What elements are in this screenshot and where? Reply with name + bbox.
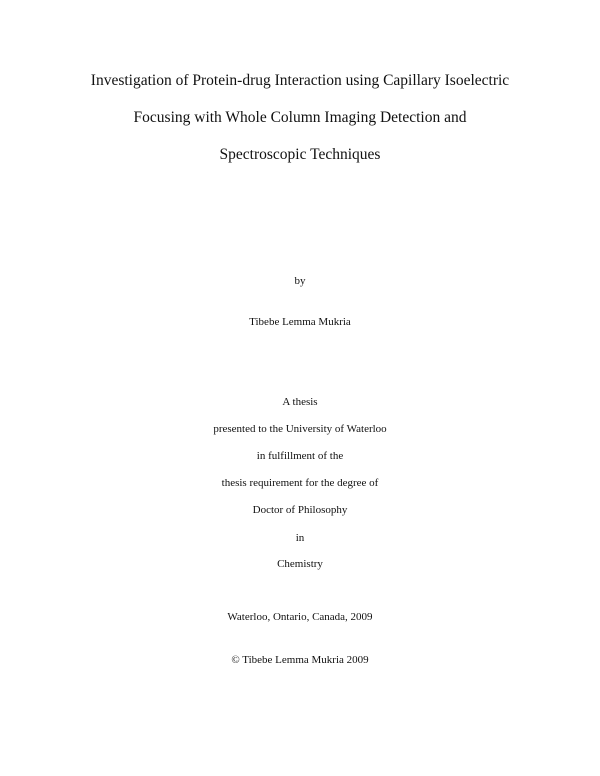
title-line-3: Spectroscopic Techniques <box>219 146 381 163</box>
thesis-label: A thesis <box>282 396 318 408</box>
title-line-2: Focusing with Whole Column Imaging Detection and <box>133 109 467 126</box>
presented-to: presented to the University of Waterloo <box>213 423 387 435</box>
location-year: Waterloo, Ontario, Canada, 2009 <box>227 611 373 623</box>
author-name: Tibebe Lemma Mukria <box>249 316 351 328</box>
copyright-notice: © Tibebe Lemma Mukria 2009 <box>231 654 369 666</box>
by-label: by <box>294 275 306 287</box>
requirement-line: thesis requirement for the degree of <box>221 477 379 489</box>
title-line-1: Investigation of Protein-drug Interaction using Capillary Isoelectric <box>90 72 510 89</box>
degree-name: Doctor of Philosophy <box>252 504 348 516</box>
in-label: in <box>295 532 305 544</box>
fulfillment-line: in fulfillment of the <box>256 450 344 462</box>
discipline-name: Chemistry <box>277 558 323 570</box>
